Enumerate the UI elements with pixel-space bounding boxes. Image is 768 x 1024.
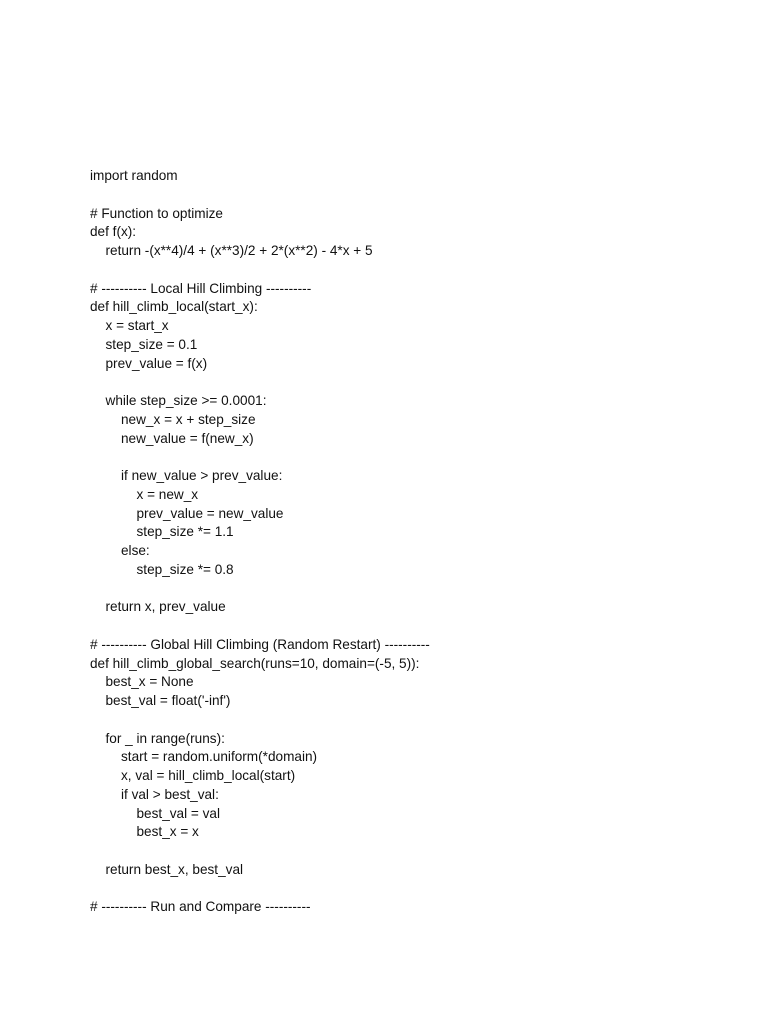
blank-line: [90, 711, 430, 730]
section-comment: # ---------- Global Hill Climbing (Random Restart) ----------: [90, 636, 430, 652]
code-line: new_value = f(new_x): [121, 430, 254, 446]
code-line: best_val = val: [136, 805, 221, 821]
code-line: start = random.uniform(*domain): [121, 749, 318, 765]
code-line: step_size = 0.1: [105, 336, 198, 352]
code-line: best_val = float('-inf'): [105, 693, 231, 708]
code-line: import random: [90, 168, 178, 183]
function-definition: def hill_climb_local(start_x):: [90, 299, 258, 315]
code-line: step_size *= 0.8: [136, 561, 234, 577]
code-line: prev_value = new_value: [136, 505, 284, 521]
section-comment: # ---------- Run and Compare ----------: [90, 899, 311, 915]
code-line: return x, prev_value: [105, 599, 226, 615]
code-line: return -(x**4)/4 + (x**3)/2 + 2*(x**2) - 4*x + 5: [105, 243, 373, 258]
blank-line: [90, 186, 430, 205]
code-line: best_x = x: [136, 824, 199, 840]
function-definition: def hill_climb_global_search(runs=10, domain=(-5, 5)):: [90, 655, 420, 671]
function-definition: def f(x):: [90, 224, 137, 240]
code-line: else:: [121, 543, 150, 558]
comment-line: # Function to optimize: [90, 205, 223, 221]
blank-line: [90, 617, 430, 636]
blank-line: [90, 373, 430, 392]
blank-line: [90, 448, 430, 467]
code-line: x = new_x: [136, 486, 199, 502]
blank-line: [90, 880, 430, 899]
code-line: step_size *= 1.1: [136, 524, 234, 540]
code-block: [90, 167, 430, 917]
code-line: prev_value = f(x): [105, 355, 208, 371]
code-line: while step_size >= 0.0001:: [105, 393, 267, 408]
code-line: for _ in range(runs):: [105, 730, 225, 746]
section-comment: # ---------- Local Hill Climbing ----------: [90, 280, 312, 296]
code-line: new_x = x + step_size: [121, 411, 256, 427]
code-line: return best_x, best_val: [105, 861, 244, 877]
blank-line: [90, 580, 430, 599]
code-line: best_x = None: [105, 674, 194, 690]
code-line: if val > best_val:: [121, 786, 219, 802]
code-line: if new_value > prev_value:: [121, 468, 283, 483]
blank-line: [90, 842, 430, 861]
code-line: x = start_x: [105, 318, 169, 333]
code-line: x, val = hill_climb_local(start): [121, 768, 296, 783]
blank-line: [90, 261, 430, 280]
